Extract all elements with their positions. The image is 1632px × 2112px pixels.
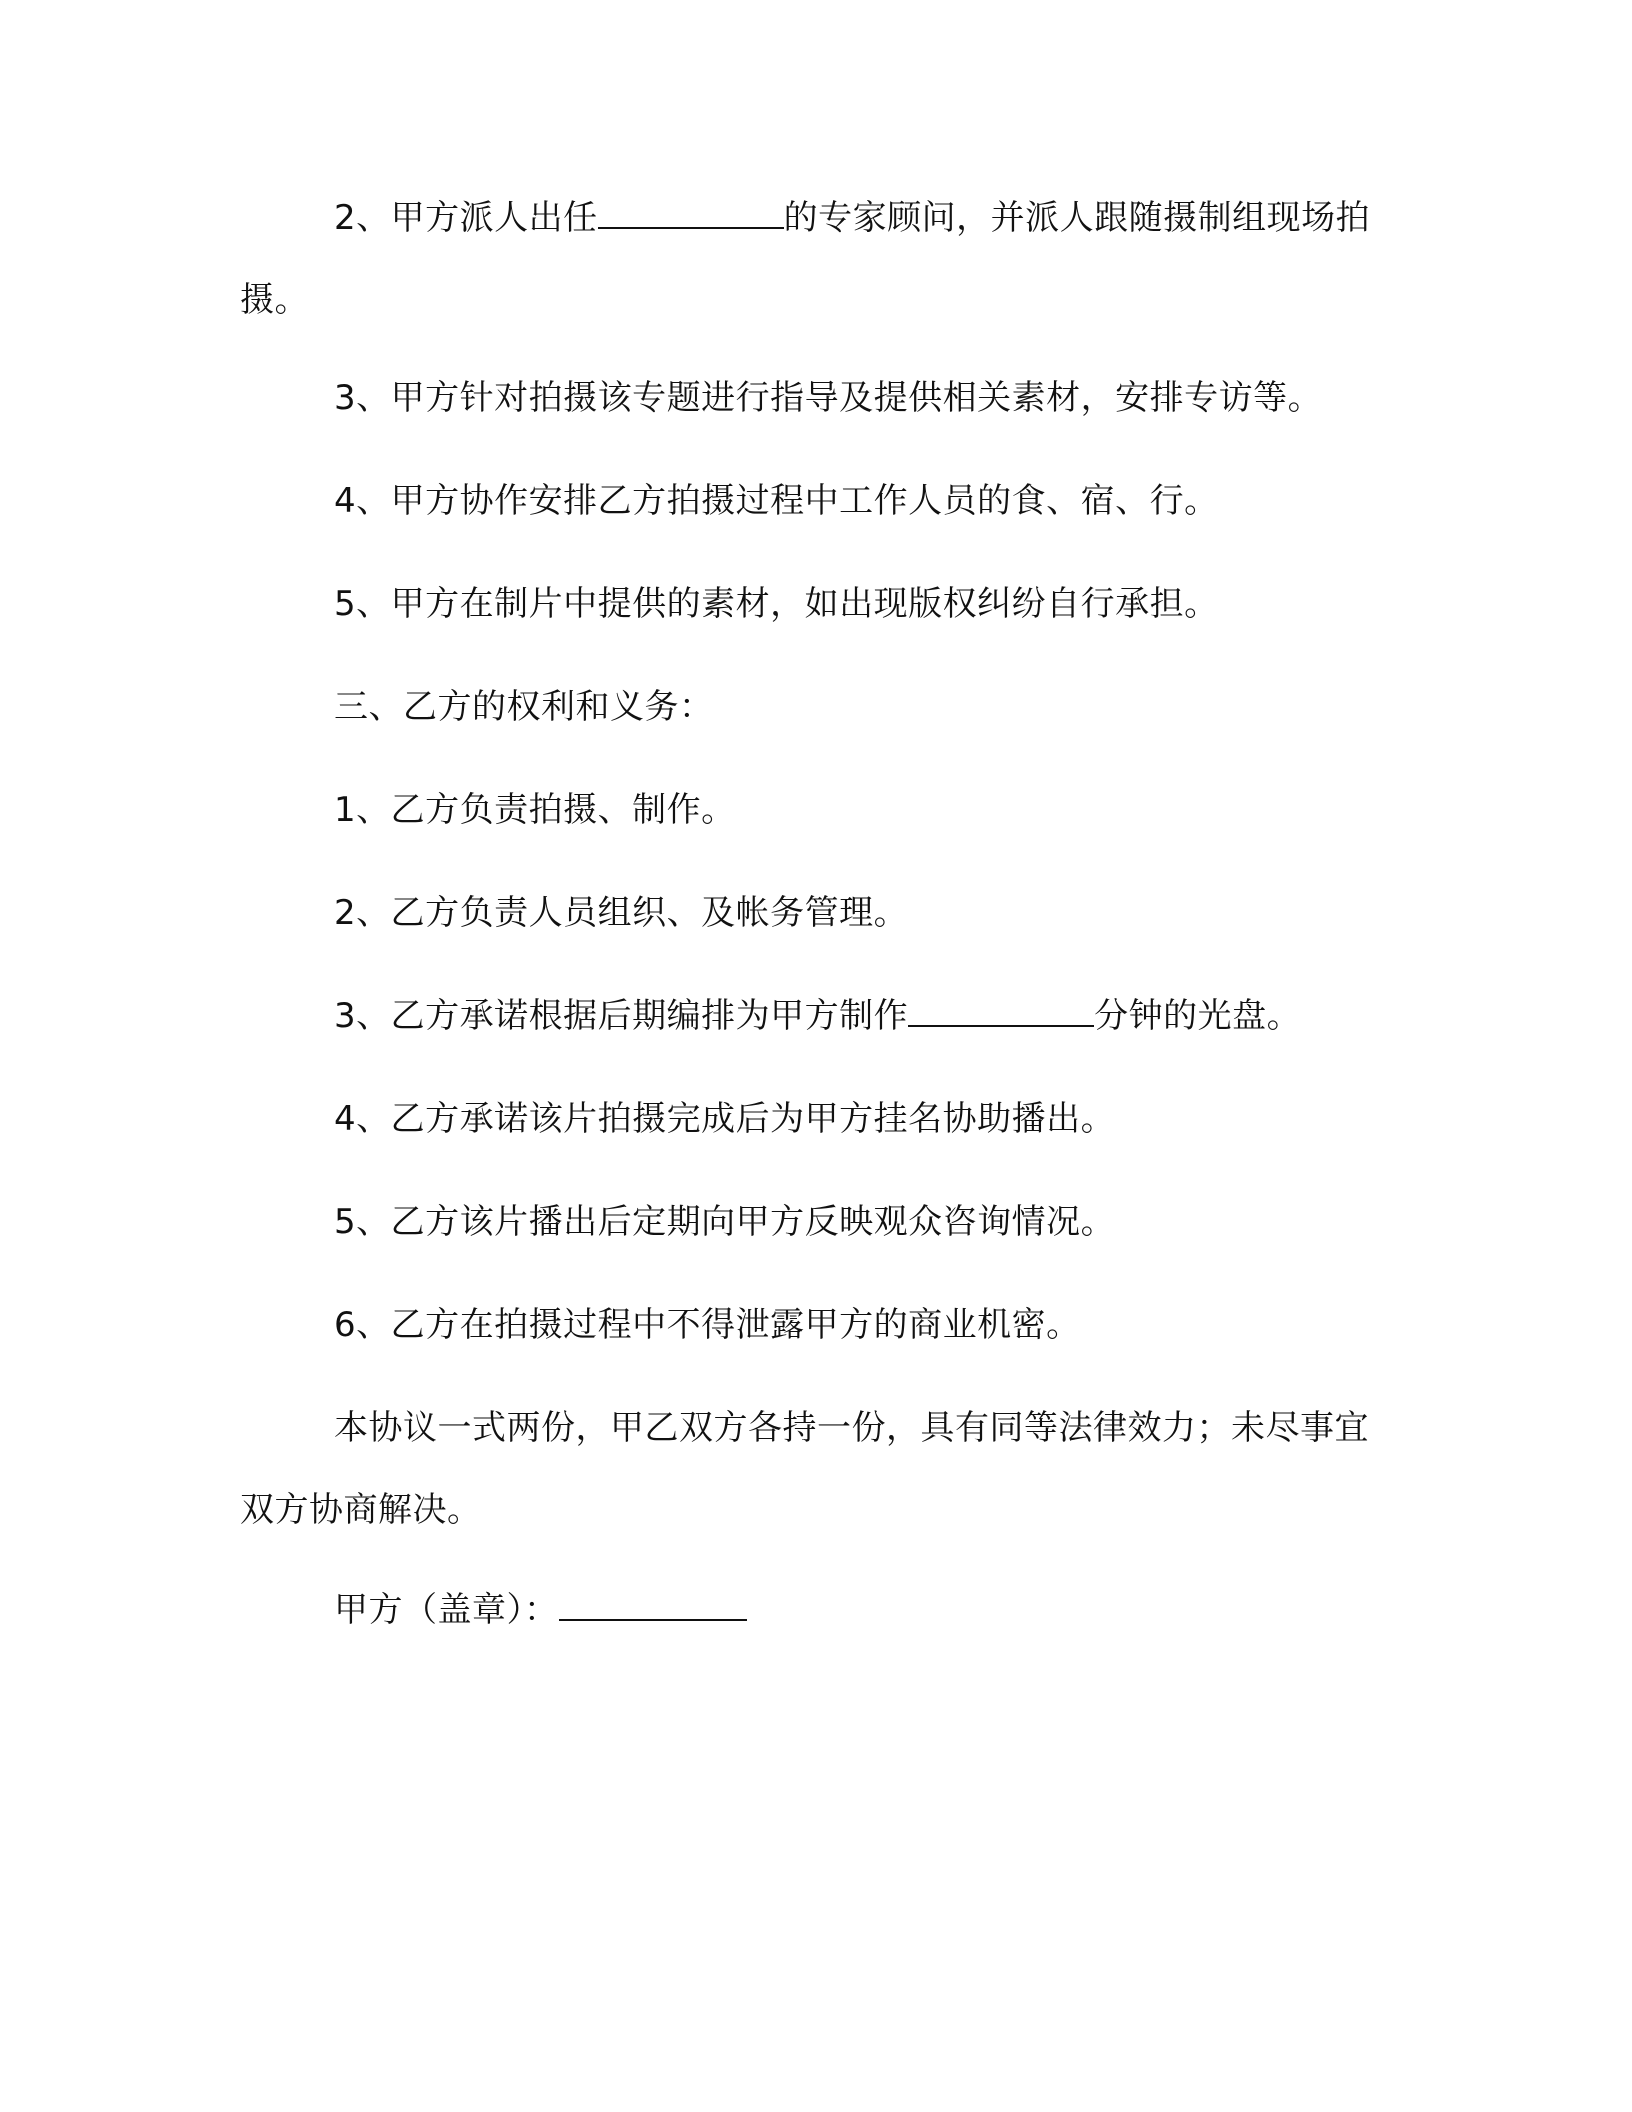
- paragraph-party-a-logistics: 4、甲方协作安排乙方拍摄过程中工作人员的食、宿、行。: [334, 481, 1219, 521]
- paragraph-agreement-copies: 本协议一式两份，甲乙双方各持一份，具有同等法律效力；未尽事宜双方协商解决。: [240, 1408, 1369, 1530]
- paragraph-party-a-guidance: 3、甲方针对拍摄该专题进行指导及提供相关素材，安排专访等。: [334, 378, 1323, 418]
- section-heading-party-b: 三、乙方的权利和义务：: [334, 687, 714, 727]
- paragraph-text: 分钟的光盘。: [1094, 996, 1302, 1036]
- signature-blank[interactable]: [559, 1589, 747, 1621]
- signature-line-party-a: [240, 1569, 1380, 1651]
- paragraph-text: 的专家顾问，并派人跟随摄制组现场拍摄。: [240, 198, 1371, 320]
- paragraph-text: 2、甲方派人出任: [334, 198, 598, 238]
- fill-in-blank[interactable]: [908, 995, 1094, 1027]
- paragraph-party-a-consultant: [240, 177, 1380, 341]
- fill-in-blank[interactable]: [598, 197, 784, 229]
- paragraph-party-b-feedback: 5、乙方该片播出后定期向甲方反映观众咨询情况。: [334, 1202, 1116, 1242]
- signature-label: 甲方（盖章）：: [334, 1590, 559, 1630]
- paragraph-party-b-production: 1、乙方负责拍摄、制作。: [334, 790, 736, 830]
- paragraph-party-b-disc: [240, 975, 1380, 1057]
- document-page: [240, 0, 1380, 2112]
- paragraph-party-b-confidentiality: 6、乙方在拍摄过程中不得泄露甲方的商业机密。: [334, 1305, 1081, 1345]
- paragraph-party-b-broadcast: 4、乙方承诺该片拍摄完成后为甲方挂名协助播出。: [334, 1099, 1116, 1139]
- paragraph-text: 3、乙方承诺根据后期编排为甲方制作: [334, 996, 909, 1036]
- paragraph-party-b-accounts: 2、乙方负责人员组织、及帐务管理。: [334, 893, 909, 933]
- paragraph-party-a-copyright: 5、甲方在制片中提供的素材，如出现版权纠纷自行承担。: [334, 584, 1219, 624]
